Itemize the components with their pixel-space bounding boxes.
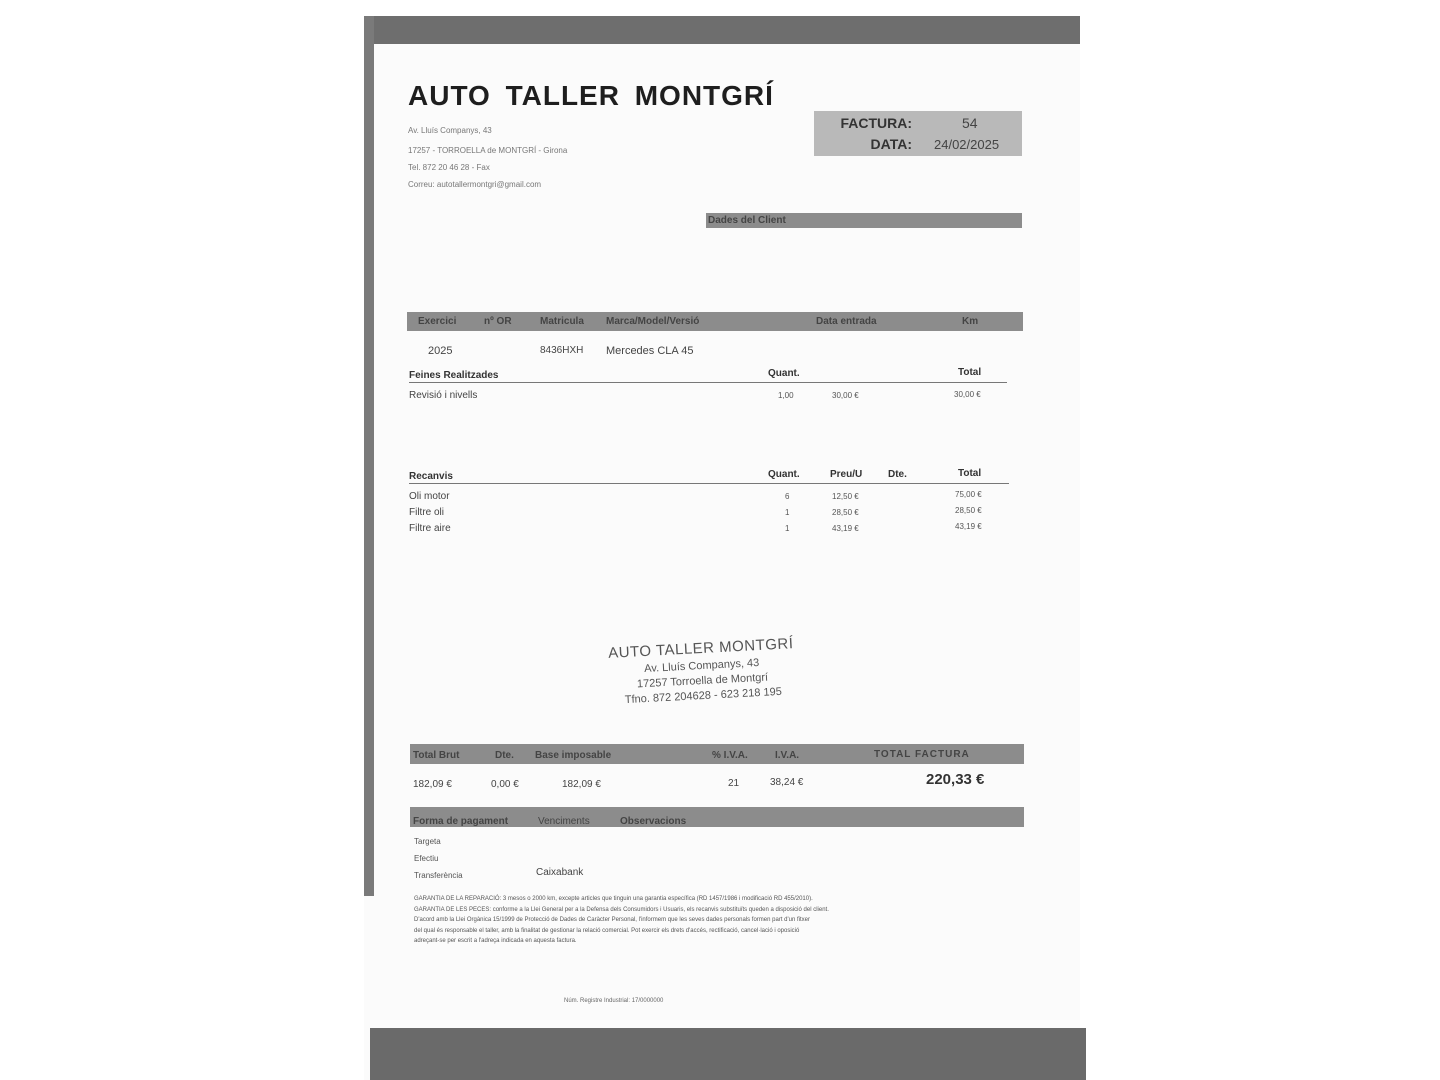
- parts-row-total: 28,50 €: [955, 506, 982, 515]
- stamp-city: 17257 Torroella de Montgrí: [636, 671, 769, 691]
- totals-header-dto: Dte.: [495, 750, 514, 761]
- date-label: DATA:: [870, 136, 912, 152]
- company-email: Correu: autotallermontgri@gmail.com: [408, 180, 542, 189]
- work-row-quant: 1,00: [778, 391, 794, 400]
- payment-method: Targeta: [414, 837, 441, 846]
- parts-total-header: Total: [958, 468, 982, 479]
- vehicle-model: Mercedes CLA 45: [606, 345, 694, 357]
- parts-row-quant: 6: [785, 492, 790, 501]
- work-row-unit: 30,00 €: [832, 391, 859, 400]
- parts-row-quant: 1: [785, 524, 790, 533]
- factura-label: FACTURA:: [840, 115, 912, 131]
- legal-line: del qual és responsable el taller, amb la finalitat de gestionar la relació comercial. Pot exercir els drets d'accés, rectificació, cancel·lació i oposició: [414, 927, 800, 934]
- parts-dto-header: Dte.: [888, 469, 907, 480]
- parts-row-quant: 1: [785, 508, 790, 517]
- parts-price-header: Preu/U: [830, 469, 863, 480]
- parts-quant-header: Quant.: [768, 469, 800, 480]
- registry-footer: Núm. Registre Industrial: 17/0000000: [564, 998, 664, 1004]
- vehicle-header-exercici: Exercici: [418, 316, 457, 327]
- payment-bank: Caixabank: [536, 867, 584, 878]
- company-name: AUTO TALLER MONTGRÍ: [408, 80, 774, 111]
- total-brut-value: 182,09 €: [413, 779, 452, 790]
- legal-text: [414, 894, 994, 947]
- total-iva-value: 38,24 €: [770, 777, 804, 788]
- parts-row-desc: Oli motor: [409, 491, 450, 502]
- scan-shadow-bottom: [370, 1028, 1086, 1080]
- client-section-title: Dades del Client: [708, 215, 786, 226]
- parts-rule: [409, 483, 1009, 484]
- parts-row-price: 12,50 €: [832, 492, 859, 501]
- stamp-name: AUTO TALLER MONTGRÍ: [607, 635, 794, 662]
- totals-header-base: Base imposable: [535, 750, 612, 761]
- vehicle-header-km: Km: [962, 316, 979, 327]
- invoice-date: 24/02/2025: [934, 137, 1000, 152]
- stamp-phone: Tfno. 872 204628 - 623 218 195: [624, 685, 783, 707]
- total-dto-value: 0,00 €: [491, 779, 519, 790]
- parts-row-price: 43,19 €: [832, 524, 859, 533]
- company-address: Av. Lluís Companys, 43: [408, 126, 492, 135]
- work-total-header: Total: [958, 367, 982, 378]
- vehicle-header-or: nº OR: [484, 316, 512, 327]
- total-iva-pct-value: 21: [728, 778, 740, 789]
- vehicle-header-data-entrada: Data entrada: [816, 316, 877, 327]
- payment-method: Transferència: [414, 871, 463, 880]
- work-row-total: 30,00 €: [954, 390, 981, 399]
- vehicle-year: 2025: [428, 345, 453, 357]
- parts-row-total: 43,19 €: [955, 522, 982, 531]
- legal-line: D'acord amb la Llei Orgànica 15/1999 de Protecció de Dades de Caràcter Personal, l'informem que les seves dades personals formen part d'un fitxer: [414, 917, 810, 923]
- total-base-value: 182,09 €: [562, 779, 601, 790]
- payment-header-venciments: Venciments: [538, 816, 590, 827]
- parts-row-desc: Filtre aire: [409, 523, 451, 534]
- work-row-desc: Revisió i nivells: [409, 390, 478, 401]
- legal-line: GARANTIA DE LA REPARACIÓ: 3 mesos o 2000 km, excepte articles que tinguin una garantia específica (RD 1457/1986 i modificació RD 455/2010).: [414, 896, 813, 902]
- work-rule: [409, 382, 1007, 383]
- stamp-address: Av. Lluís Companys, 43: [643, 657, 760, 676]
- totals-header-brut: Total Brut: [413, 750, 460, 761]
- scan-shadow-top: [364, 16, 1080, 44]
- total-factura-value: 220,33 €: [926, 771, 985, 788]
- vehicle-header-matricula: Matricula: [540, 316, 584, 327]
- legal-line: GARANTIA DE LES PECES: conforme a la Llei General per a la Defensa dels Consumidors i Usuaris, els recanvis substituïts queden a disposició del client.: [414, 906, 829, 913]
- totals-header-iva-pct: % I.V.A.: [712, 750, 748, 761]
- factura-number: 54: [962, 115, 978, 131]
- legal-line: adreçant-se per escrit a l'adreça indicada en aquesta factura.: [414, 938, 577, 944]
- payment-method: Efectiu: [414, 854, 439, 863]
- work-quant-header: Quant.: [768, 368, 800, 379]
- payment-header-observacions: Observacions: [620, 816, 687, 827]
- company-phone: Tel. 872 20 46 28 - Fax: [408, 163, 490, 172]
- company-city: 17257 - TORROELLA de MONTGRÍ - Girona: [408, 146, 568, 155]
- parts-row-desc: Filtre oli: [409, 507, 445, 518]
- company-stamp: [601, 635, 804, 707]
- totals-header-total: TOTAL FACTURA: [874, 749, 970, 760]
- vehicle-plate: 8436HXH: [540, 345, 584, 356]
- parts-row-total: 75,00 €: [955, 490, 982, 499]
- payment-header-forma: Forma de pagament: [413, 816, 509, 827]
- parts-row-price: 28,50 €: [832, 508, 859, 517]
- vehicle-header-model: Marca/Model/Versió: [606, 316, 700, 327]
- totals-header-iva: I.V.A.: [775, 750, 800, 761]
- work-title: Feines Realitzades: [409, 370, 499, 381]
- parts-title: Recanvis: [409, 471, 453, 482]
- scan-shadow-left: [364, 16, 374, 896]
